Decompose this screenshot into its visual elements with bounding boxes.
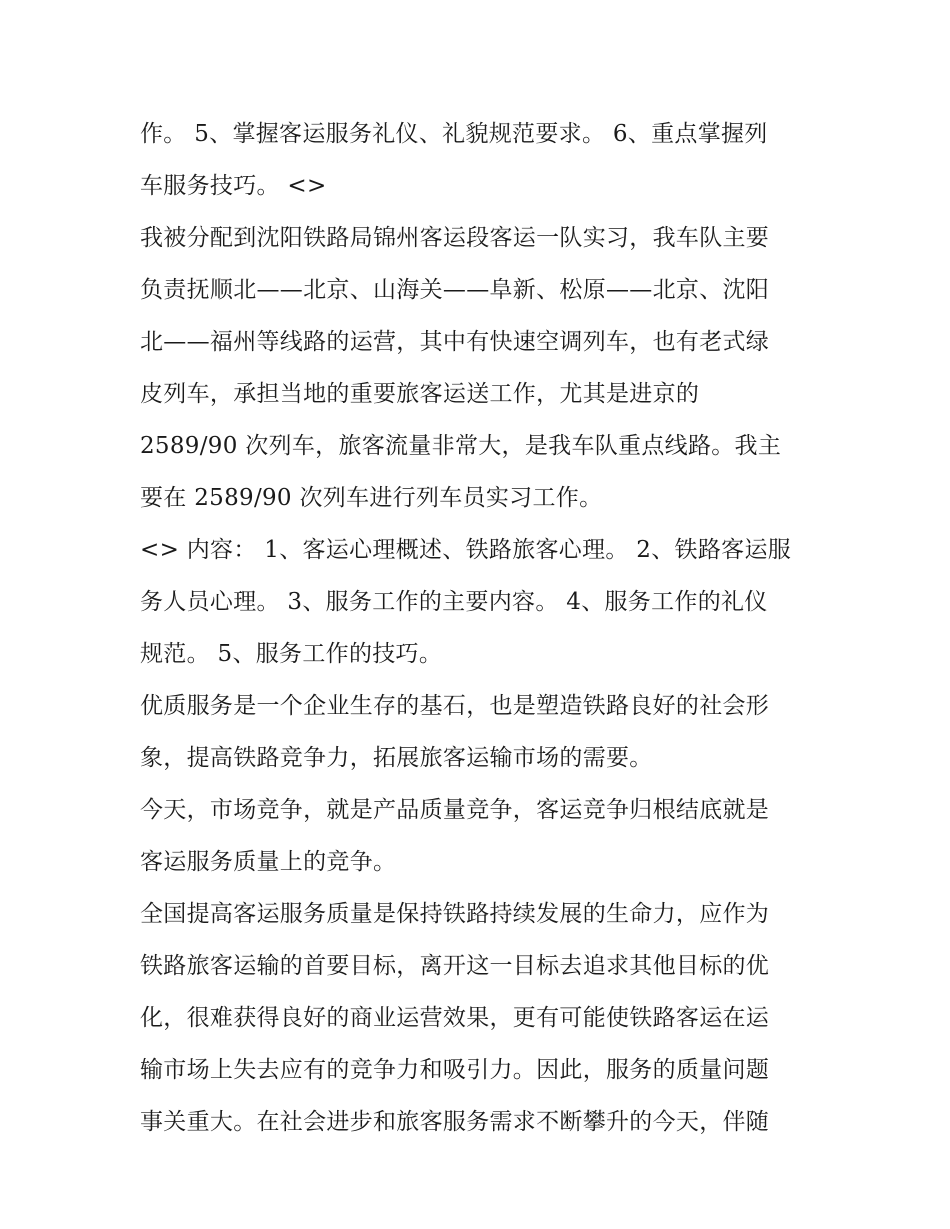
text-line: 北——福州等线路的运营，其中有快速空调列车，也有老式绿 (140, 329, 770, 355)
text-line: 今天，市场竞争，就是产品质量竞争，客运竞争归根结底就是 (140, 797, 770, 823)
text-line: 化，很难获得良好的商业运营效果，更有可能使铁路客运在运 (140, 1005, 770, 1031)
text-line: 我被分配到沈阳铁路局锦州客运段客运一队实习，我车队主要 (140, 225, 770, 251)
text-line: 2589/90 次列车，旅客流量非常大，是我车队重点线路。我主 (140, 433, 782, 459)
text-line: 全国提高客运服务质量是保持铁路持续发展的生命力，应作为 (140, 901, 770, 927)
text-line: 事关重大。在社会进步和旅客服务需求不断攀升的今天，伴随 (140, 1109, 770, 1135)
text-line: 皮列车，承担当地的重要旅客运送工作，尤其是进京的 (140, 381, 700, 407)
text-line: 负责抚顺北——北京、山海关——阜新、松原——北京、沈阳 (140, 277, 770, 303)
text-line: 作。 5、掌握客运服务礼仪、礼貌规范要求。 6、重点掌握列 (140, 121, 768, 147)
text-line: 象，提高铁路竞争力，拓展旅客运输市场的需要。 (140, 745, 653, 771)
text-line: 务人员心理。 3、服务工作的主要内容。 4、服务工作的礼仪 (140, 589, 768, 615)
text-line: 车服务技巧。 <> (140, 173, 327, 199)
text-line: <> 内容： 1、客运心理概述、铁路旅客心理。 2、铁路客运服 (140, 537, 792, 563)
text-line: 铁路旅客运输的首要目标，离开这一目标去追求其他目标的优 (140, 953, 770, 979)
text-line: 规范。 5、服务工作的技巧。 (140, 641, 443, 667)
text-line: 客运服务质量上的竞争。 (140, 849, 397, 875)
text-line: 优质服务是一个企业生存的基石，也是塑造铁路良好的社会形 (140, 693, 770, 719)
text-line: 输市场上失去应有的竞争力和吸引力。因此，服务的质量问题 (140, 1057, 770, 1083)
text-line: 要在 2589/90 次列车进行列车员实习工作。 (140, 485, 603, 511)
document-body (140, 108, 820, 1148)
